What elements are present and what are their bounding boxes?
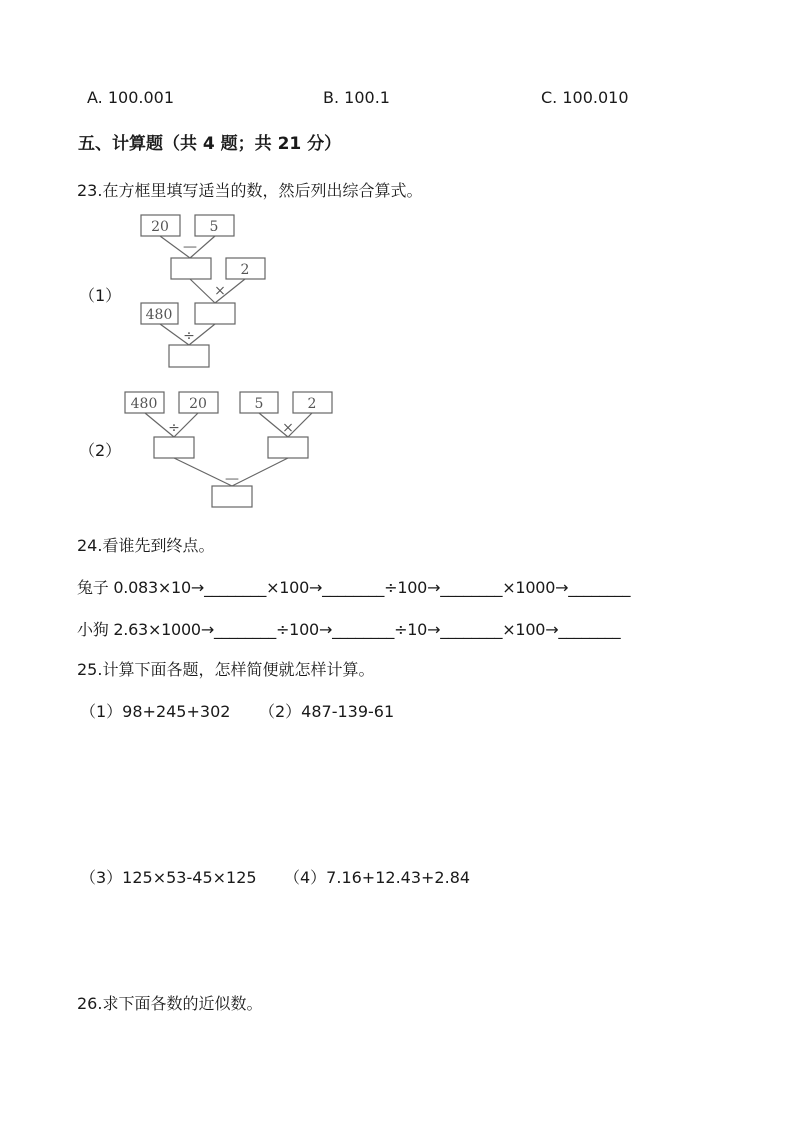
p1-op-minus: — bbox=[183, 239, 197, 255]
q24-dog-line: 小狗 2.63×1000→________÷100→________÷10→________×100→________ bbox=[77, 620, 621, 639]
p1-box-blank-1 bbox=[171, 258, 211, 279]
p1-num-20: 20 bbox=[151, 219, 169, 235]
p1-box-blank-2 bbox=[195, 303, 235, 324]
q25-problem-2: （2）487-139-61 bbox=[259, 702, 395, 721]
p1-op-divide: ÷ bbox=[183, 328, 195, 344]
q25-title: 25.计算下面各题，怎样简便就怎样计算。 bbox=[77, 660, 375, 679]
q25-problem-1: （1）98+245+302 bbox=[80, 702, 231, 721]
q24-rabbit-line: 兔子 0.083×10→________×100→________÷100→________×1000→________ bbox=[77, 578, 631, 597]
p2-num-2: 2 bbox=[307, 396, 317, 412]
p2-num-5: 5 bbox=[254, 396, 264, 412]
option-a: A. 100.001 bbox=[87, 88, 174, 107]
option-b: B. 100.1 bbox=[323, 88, 390, 107]
p1-num-480: 480 bbox=[145, 307, 173, 323]
p2-op-divide: ÷ bbox=[168, 420, 180, 436]
q23-part2-label: （2） bbox=[79, 441, 122, 460]
q26-title: 26.求下面各数的近似数。 bbox=[77, 994, 263, 1013]
q25-problem-4: （4）7.16+12.43+2.84 bbox=[284, 868, 471, 887]
q24-title: 24.看谁先到终点。 bbox=[77, 536, 215, 555]
p1-op-times: × bbox=[214, 283, 226, 299]
q23-part1-label: （1） bbox=[79, 286, 122, 305]
p1-num-2: 2 bbox=[240, 262, 250, 278]
p1-box-blank-3 bbox=[169, 345, 209, 367]
option-c: C. 100.010 bbox=[541, 88, 629, 107]
p2-num-20: 20 bbox=[189, 396, 207, 412]
p2-op-minus: — bbox=[225, 471, 239, 487]
p2-num-480: 480 bbox=[130, 396, 158, 412]
p2-op-times: × bbox=[282, 420, 294, 436]
p2-box-blank-right bbox=[268, 437, 308, 458]
q25-problem-3: （3）125×53-45×125 bbox=[80, 868, 257, 887]
q23-title: 23.在方框里填写适当的数，然后列出综合算式。 bbox=[77, 181, 423, 200]
section-heading: 五、计算题（共 4 题；共 21 分） bbox=[78, 134, 342, 154]
p1-num-5: 5 bbox=[209, 219, 219, 235]
p2-box-blank-left bbox=[154, 437, 194, 458]
p2-box-blank-bottom bbox=[212, 486, 252, 507]
